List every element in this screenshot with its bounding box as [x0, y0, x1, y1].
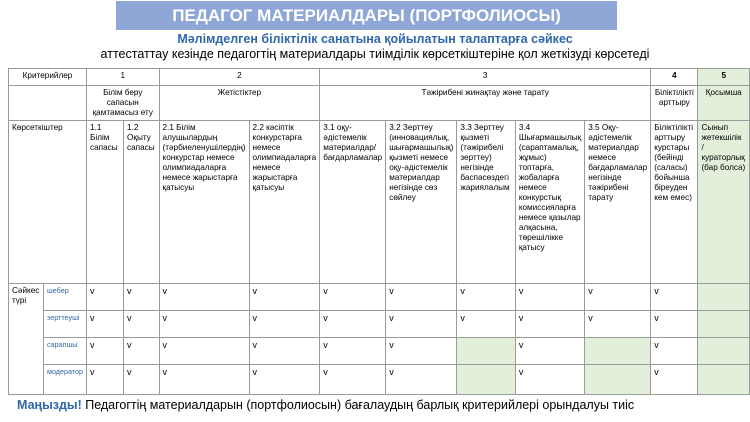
mark-cell: v — [386, 311, 457, 338]
mark-cell: v — [386, 284, 457, 311]
mark-cell: v — [159, 284, 249, 311]
indicator-1-2: 1.2 Оқыту сапасы — [124, 121, 160, 284]
group-name-5: Қосымша — [698, 86, 750, 121]
mark-cell: v — [159, 338, 249, 365]
mark-cell: v — [249, 284, 320, 311]
mark-cell: v — [320, 284, 386, 311]
mark-cell: v — [585, 284, 651, 311]
mark-cell: v — [515, 338, 584, 365]
mark-cell: v — [515, 365, 584, 395]
mark-cell — [698, 365, 750, 395]
mark-cell: v — [249, 338, 320, 365]
mark-cell: v — [585, 311, 651, 338]
subtitle-line-1: Мәлімделген біліктілік санатына қойылатын талаптарға сәйкес — [177, 32, 573, 46]
mark-cell: v — [249, 365, 320, 395]
group-name-1: Білім беру сапасын қамтамасыз ету — [87, 86, 160, 121]
mark-cell: v — [124, 338, 160, 365]
indicator-4: Біліктілікті арттыру курстары (бейінді (саласы) бойынша біреуден кем емес) — [651, 121, 698, 284]
group-name-2: Жетістіктер — [159, 86, 320, 121]
level-label: Сәйкес түрі — [9, 284, 44, 395]
title-banner — [116, 1, 617, 30]
group-name-row — [9, 86, 750, 121]
group-name-3: Тәжірибені жинақтау және тарату — [320, 86, 651, 121]
criteria-label: Критерийлер — [9, 69, 87, 86]
mark-cell: v — [320, 365, 386, 395]
mark-cell: v — [87, 338, 124, 365]
criteria-row — [9, 69, 750, 86]
indicator-2-1: 2.1 Білім алушылардың (тәрбиеленушілердің) конкурстар немесе олимпиадаларға немесе жарыстарға қатысуы — [159, 121, 249, 284]
mark-cell: v — [457, 284, 515, 311]
group-number-1: 1 — [87, 69, 160, 86]
mark-cell: v — [159, 311, 249, 338]
level-name: зерттеуші — [44, 311, 87, 338]
indicator-1-1: 1.1 Білім сапасы — [87, 121, 124, 284]
mark-cell: v — [651, 338, 698, 365]
mark-cell: v — [386, 365, 457, 395]
mark-cell: v — [457, 311, 515, 338]
mark-cell: v — [87, 284, 124, 311]
mark-cell: v — [515, 284, 584, 311]
indicator-3-5: 3.5 Оқу-әдістемелік материалдар немесе бағдарламалар негізінде тәжірибені тарату — [585, 121, 651, 284]
indicator-row — [9, 121, 750, 284]
mark-cell — [585, 338, 651, 365]
important-label: Маңызды! — [17, 398, 82, 412]
mark-cell: v — [386, 338, 457, 365]
criteria-table — [8, 68, 750, 395]
level-row — [9, 338, 750, 365]
mark-cell: v — [249, 311, 320, 338]
mark-cell — [457, 365, 515, 395]
mark-cell — [698, 311, 750, 338]
footer-text: Педагогтің материалдарын (портфолиосын) бағалаудың барлық критерийлері орындалуы тиіс — [81, 398, 635, 412]
footer-note — [17, 398, 634, 412]
group-name-4: Біліктілікті арттыру — [651, 86, 698, 121]
indicator-5: Сынып жетекшілік / кураторлық (бар болса) — [698, 121, 750, 284]
mark-cell: v — [515, 311, 584, 338]
level-row — [9, 311, 750, 338]
group-number-5: 5 — [698, 69, 750, 86]
group-number-3: 3 — [320, 69, 651, 86]
group-number-4: 4 — [651, 69, 698, 86]
mark-cell: v — [320, 311, 386, 338]
indicator-3-1: 3.1 оқу-әдістемелік материалдар/бағдарламалар — [320, 121, 386, 284]
mark-cell: v — [87, 311, 124, 338]
mark-cell: v — [124, 365, 160, 395]
page-title: ПЕДАГОГ МАТЕРИАЛДАРЫ (ПОРТФОЛИОСЫ) — [172, 5, 561, 25]
mark-cell — [585, 365, 651, 395]
mark-cell — [698, 284, 750, 311]
level-name: сарапшы — [44, 338, 87, 365]
indicator-3-4: 3.4 Шығармашылық (сараптамалық, жұмыс) топтарға, жобаларға немесе конкурстық комиссияларға немесе қазылар алқасына, төрешілікке қатысу — [515, 121, 584, 284]
mark-cell — [457, 338, 515, 365]
subtitle-line-2: аттестаттау кезінде педагогтің материалдары тиімділік көрсеткіштеріне қол жеткізуді көрсетеді — [100, 47, 650, 61]
mark-cell: v — [124, 284, 160, 311]
group-number-2: 2 — [159, 69, 320, 86]
indicators-label: Көрсеткіштер — [9, 121, 87, 284]
mark-cell: v — [320, 338, 386, 365]
mark-cell: v — [124, 311, 160, 338]
level-row — [9, 284, 750, 311]
mark-cell: v — [159, 365, 249, 395]
mark-cell: v — [87, 365, 124, 395]
level-name: шебер — [44, 284, 87, 311]
indicator-2-2: 2.2 кәсіптік конкурстарға немесе олимпиадаларға немесе жарыстарға қатысуы — [249, 121, 320, 284]
mark-cell: v — [651, 365, 698, 395]
mark-cell: v — [651, 311, 698, 338]
level-name: модератор — [44, 365, 87, 395]
indicator-3-3: 3.3 Зерттеу қызметі (тәжірибелі зерттеу) негізінде баспасөздегі жариялалым — [457, 121, 515, 284]
indicator-3-2: 3.2 Зерттеу (инновациялық, шығармашылық) қызметі немесе оқу-әдістемелік материалдар негізінде сөз сөйлеу — [386, 121, 457, 284]
mark-cell — [698, 338, 750, 365]
empty-cell — [9, 86, 87, 121]
level-row — [9, 365, 750, 395]
mark-cell: v — [651, 284, 698, 311]
